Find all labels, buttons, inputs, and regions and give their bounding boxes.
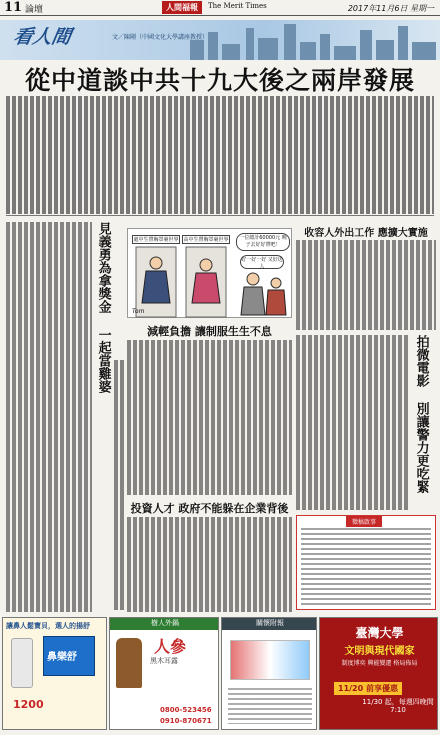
cartoon-label-left: 處中生帶胸罩裹世界: [133, 237, 179, 243]
editorial-cartoon: [127, 228, 292, 318]
middle-headline-2: 投資人才 政府不能躲在企業背後: [130, 502, 289, 515]
article-body-row-1: [6, 96, 434, 214]
left-headline: 見義勇為拿獎金 一起當雞婆: [95, 222, 111, 393]
call-for-submissions-box: [296, 515, 436, 610]
ad-ginseng[interactable]: [109, 617, 219, 730]
ad-ntu-course[interactable]: [319, 617, 438, 730]
ad4-tags: 制度博奕 興能變遷 格局佈局: [341, 660, 418, 667]
main-headline: 從中道談中共十九大後之兩岸發展: [24, 66, 415, 95]
cartoon-speech-2: 好一好一好 又好送人: [241, 257, 283, 270]
ad-supplement[interactable]: [221, 617, 317, 730]
cartoon-drawing: [128, 229, 293, 319]
ad1-product: 鼻樂舒: [47, 652, 77, 663]
left-article-body-2: [114, 360, 124, 610]
right-column-headline: 拍微電影 別讓警力更吃緊: [413, 335, 429, 493]
right-article-body: [296, 240, 436, 330]
page-header: [0, 0, 440, 16]
ad4-date: 11/20 前享優惠: [334, 682, 402, 695]
ad3-body: [228, 688, 312, 724]
middle-headline-1: 減輕負擔 讓制服生生不息: [147, 325, 272, 338]
ad2-bottle: [116, 638, 142, 688]
middle-article-body-1: [127, 340, 292, 495]
middle-article-body-2: [127, 517, 292, 612]
story-box-body: [301, 528, 431, 606]
column-brand: 看人間: [11, 26, 73, 48]
paper-logo: 人間福報: [162, 1, 202, 14]
ad-nasal-product[interactable]: [2, 617, 107, 730]
cartoon-speech-1: 一位總計60000元 晚子去好好帶吧！: [236, 233, 290, 251]
ad4-sub: 文明與現代國家: [344, 646, 415, 657]
ad3-title: 關懷附報: [222, 618, 317, 630]
ad1-tube: [11, 638, 33, 688]
ad2-title: 樹人外鍋: [110, 618, 219, 630]
paper-logo-en: The Merit Times: [208, 2, 267, 10]
ad1-price: 1200: [13, 698, 44, 711]
ad4-time: 11/30 起，每週四晚間7:10: [362, 698, 434, 715]
right-article-headline: 收容人外出工作 應擴大實施: [304, 228, 428, 239]
issue-date: 2017年11月6日 星期一: [347, 4, 434, 13]
ad1-title: 讓鼻人鬆寶貝，選人的揚舒: [6, 622, 90, 630]
left-article-body: [6, 222, 92, 612]
cartoon-artist: Tom: [132, 308, 145, 315]
ad2-phone-2: 0910-870671: [160, 717, 212, 725]
ad3-product-image: [230, 640, 310, 680]
page-number: 11: [4, 0, 23, 15]
cartoon-label-right: 高中生帶胸罩裹世界: [183, 237, 229, 243]
author-byline: 文／陳剛（中國文化大學講座教授）: [112, 34, 209, 41]
right-column-body: [296, 335, 410, 510]
ad2-phone: 0800-523456: [160, 706, 212, 714]
ad4-title: 臺灣大學: [355, 626, 404, 640]
section-name: 論壇: [25, 5, 44, 15]
ad2-sub: 黑木耳露: [150, 657, 178, 665]
call-for-submissions-title: 徵稿啟事: [346, 516, 382, 527]
ad2-product: 人參: [154, 637, 187, 656]
